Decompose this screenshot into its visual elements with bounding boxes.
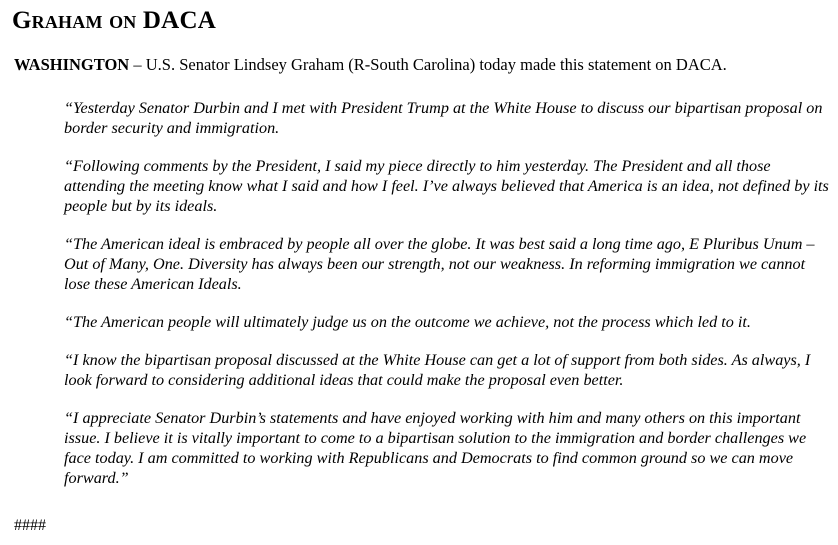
dateline-text: – U.S. Senator Lindsey Graham (R-South Carolina) today made this statement on DACA. [129, 55, 727, 74]
quote-paragraph-5: “I know the bipartisan proposal discussed at the White House can get a lot of support from both sides. As always, I look forward to considering additional ideas that could make the proposal even better. [64, 351, 811, 389]
statement-quotes [64, 98, 832, 506]
quote-paragraph-6: “I appreciate Senator Durbin’s statements and have enjoyed working with him and many others on this important issue. I believe it is vitally important to come to a bipartisan solution to the immigration and border challenges we face today. I am committed to working with Republicans and Democrats to find common ground so we can move forward.” [64, 409, 807, 487]
end-mark: #### [14, 517, 46, 534]
quote-paragraph-4: “The American people will ultimately judge us on the outcome we achieve, not the process which led to it. [64, 313, 751, 331]
dateline-place: WASHINGTON [14, 55, 130, 74]
quote-paragraph-1: “Yesterday Senator Durbin and I met with President Trump at the White House to discuss our bipartisan proposal on border security and immigration. [64, 99, 823, 137]
quote-paragraph-3: “The American ideal is embraced by people all over the globe. It was best said a long time ago, E Pluribus Unum – Out of Many, One. Diversity has always been our strength, not our weakness. In reforming immigration we cannot lose these American Ideals. [64, 235, 815, 293]
page-title: Graham on DACA [12, 7, 216, 34]
dateline [14, 55, 727, 75]
quote-paragraph-2: “Following comments by the President, I said my piece directly to him yesterday. The President and all those attending the meeting know what I said and how I feel. I’ve always believed that America is an idea, not defined by its people but by its ideals. [64, 157, 829, 215]
